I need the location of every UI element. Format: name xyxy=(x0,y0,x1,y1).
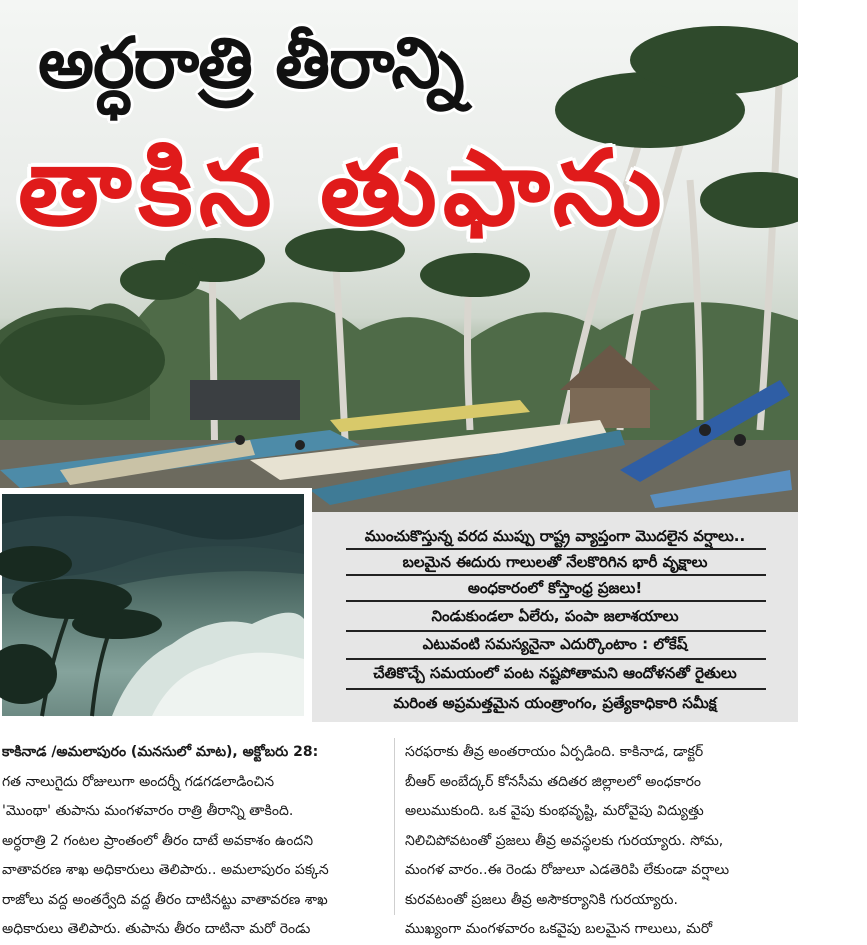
highlight-divider xyxy=(346,548,766,550)
highlight-item: ముంచుకొస్తున్న వరద ముప్పు రాష్ట్ర వ్యాప్తంగా మొదలైన వర్షాలు.. xyxy=(364,527,746,545)
column-divider xyxy=(394,738,395,915)
highlight-divider xyxy=(346,600,766,602)
highlight-item: మరింత అప్రమత్తమైన యంత్రాంగం, ప్రత్యేకాధికారి సమీక్ష xyxy=(393,694,717,712)
article-column-right xyxy=(405,738,785,945)
article-line: ముఖ్యంగా మంగళవారం ఒకవైపు బలమైన గాలులు, మరో xyxy=(405,921,713,937)
page-margin xyxy=(798,0,867,915)
highlight-item: ఎటువంటి సమస్యనైనా ఎదుర్కొంటాం : లోకేష్ xyxy=(422,635,688,653)
highlight-divider xyxy=(346,658,766,660)
rough-sea-illustration xyxy=(2,494,304,716)
highlights-box xyxy=(312,512,798,722)
highlight-item: నిండుకుండలా ఏలేరు, పంపా జలాశయాలు xyxy=(431,607,679,625)
inset-photo-frame xyxy=(0,488,312,724)
highlight-divider xyxy=(346,630,766,632)
article-line: బీఆర్ అంబేద్కర్ కోనసీమ తదితర జిల్లాలలో అంధకారం xyxy=(405,773,702,790)
article-line: అలుముకుంది. ఒక వైపు కుంభవృష్టి, మరోవైపు విద్యుత్తు xyxy=(405,803,704,819)
article-line: అర్ధరాత్రి 2 గంటల ప్రాంతంలో తీరం దాటే అవకాశం ఉందని xyxy=(2,832,314,849)
headline-line-1: అర్ధరాత్రి తీరాన్ని xyxy=(38,22,464,104)
article-line: అధికారులు తెలిపారు. తుపాను తీరం దాటినా మరో రెండు xyxy=(2,921,311,937)
highlight-divider xyxy=(346,688,766,690)
article-line: నిలిచిపోవటంతో ప్రజలు తీవ్ర అవస్థలకు గురయ్యారు. సోమ, xyxy=(405,832,724,849)
article-line: గత నాలుగైదు రోజులుగా అందర్నీ గడగడలాడించిన xyxy=(2,773,275,790)
article-line: వాతావరణ శాఖ అధికారులు తెలిపారు.. అమలాపురం పక్కన xyxy=(2,862,329,878)
article-line: 'మొంథా' తుపాను మంగళవారం రాత్రి తీరాన్ని తాకింది. xyxy=(2,803,294,819)
article-line: మంగళ వారం..ఈ రెండు రోజులూ ఎడతెరిపి లేకుండా వర్షాలు xyxy=(405,862,730,878)
article-line: రాజోలు వద్ద అంతర్వేది వద్ద తీరం దాటినట్టు వాతావరణ శాఖ xyxy=(2,891,328,908)
article-line: కురవటంతో ప్రజలు తీవ్ర అసౌకర్యానికి గురయ్యారు. xyxy=(405,891,678,908)
highlight-item: చేతికొచ్చే సమయంలో పంట నష్టపోతామని ఆందోళనతో రైతులు xyxy=(373,664,737,682)
article-line: సరఫరాకు తీవ్ర అంతరాయం ఏర్పడింది. కాకినాడ, డాక్టర్ xyxy=(405,744,704,760)
highlight-item: బలమైన ఈదురు గాలులతో నేలకొరిగిన భారీ వృక్షాలు xyxy=(402,553,708,571)
highlight-divider xyxy=(346,574,766,576)
headline-line-2: తాకిన తుఫాను xyxy=(18,127,668,249)
highlight-item: అంధకారంలో కోస్తాంధ్ర ప్రజలు! xyxy=(467,579,643,597)
article-column-left xyxy=(2,738,386,945)
article-dateline: కాకినాడ /అమలాపురం (మనసులో మాట), అక్టోబరు 28: xyxy=(2,744,319,760)
rough-sea-photo xyxy=(2,494,304,716)
storm-hero-photo xyxy=(0,0,798,512)
